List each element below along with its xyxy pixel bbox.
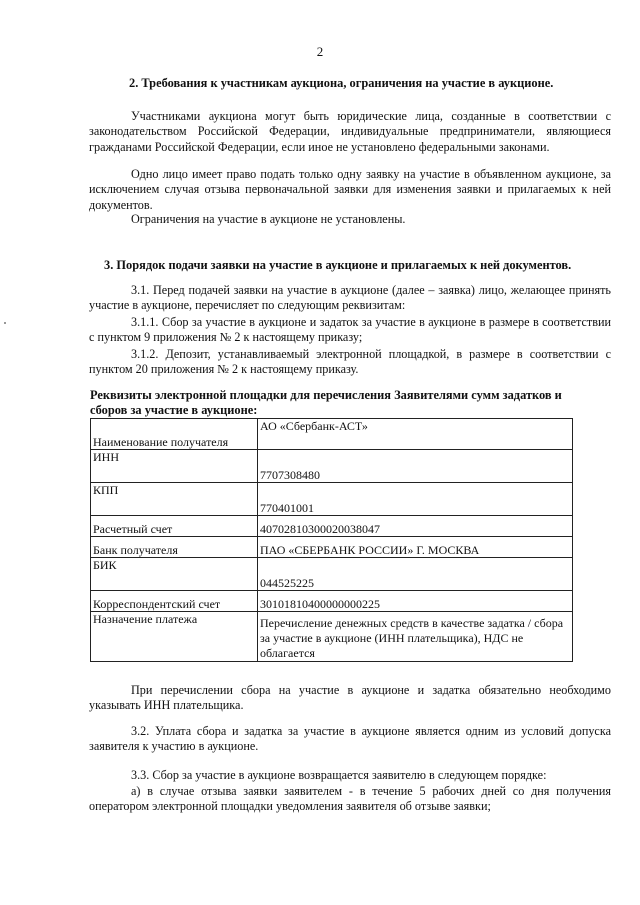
table-row-purpose [91,612,573,662]
recipient-value: АО «Сбербанк-АСТ» [258,419,573,450]
table-row-bik [91,558,573,591]
scan-speck [4,322,6,324]
page-number: 2 [316,44,324,59]
table-row-bank [91,537,573,558]
table-row-kpp [91,483,573,516]
paragraph-3-1-1: 3.1.1. Сбор за участие в аукционе и задаток за участие в аукционе в размере в соответствии с пунктом 9 приложения № 2 к настоящему приказу; [89,315,611,345]
paragraph-3-1-2: 3.1.2. Депозит, устанавливаемый электронной площадкой, в размере в соответствии с пунктом 20 приложения № 2 к настоящему приказу. [89,347,611,377]
paragraph-3-3: 3.3. Сбор за участие в аукционе возвращается заявителю в следующем порядке: [131,768,547,782]
account-value: 40702810300020038047 [258,516,573,537]
account-label: Расчетный счет [91,516,258,537]
correspondent-label: Корреспондентский счет [91,591,258,612]
table-row-inn [91,450,573,483]
purpose-label: Назначение платежа [91,612,258,662]
section-2-paragraph-restrictions: Ограничения на участие в аукционе не установлены. [131,212,406,226]
inn-value: 7707308480 [258,450,573,483]
section-3-heading: 3. Порядок подачи заявки на участие в аукционе и прилагаемых к ней документов. [104,258,572,272]
section-2-paragraph-participants: Участниками аукциона могут быть юридические лица, созданные в соответствии с законодательством Российской Федерации, индивидуальные предприниматели, являющиеся гражданами Российской Федерации, если иное не установлено федеральными законами. [89,109,611,154]
purpose-value: Перечисление денежных средств в качестве задатка / сбора за участие в аукционе (ИНН плательщика), НДС не облагается [258,612,573,662]
bank-value: ПАО «СБЕРБАНК РОССИИ» Г. МОСКВА [258,537,573,558]
section-2-heading: 2. Требования к участникам аукциона, ограничения на участие в аукционе. [129,76,554,90]
table-row-recipient [91,419,573,450]
bank-label: Банк получателя [91,537,258,558]
bik-label: БИК [91,558,258,591]
paragraph-3-3-a: а) в случае отзыва заявки заявителем - в течение 5 рабочих дней со дня получения оператором электронной площадки уведомления заявителя об отзыве заявки; [89,784,611,814]
paragraph-inn-required: При перечислении сбора на участие в аукционе и задатка обязательно необходимо указывать ИНН плательщика. [89,683,611,713]
requisites-heading: Реквизиты электронной площадки для перечисления Заявителями сумм задатков и сборов за участие в аукционе: [90,388,562,417]
bik-value: 044525225 [258,558,573,591]
bank-requisites-table [90,418,573,662]
inn-label: ИНН [91,450,258,483]
kpp-label: КПП [91,483,258,516]
correspondent-value: 30101810400000000225 [258,591,573,612]
section-2-paragraph-one-application: Одно лицо имеет право подать только одну заявку на участие в объявленном аукционе, за исключением случая отзыва первоначальной заявки для изменения заявки и прилагаемых к ней документов. [89,167,611,212]
table-row-correspondent [91,591,573,612]
recipient-label: Наименование получателя [91,419,258,450]
kpp-value: 770401001 [258,483,573,516]
paragraph-3-1: 3.1. Перед подачей заявки на участие в аукционе (далее – заявка) лицо, желающее принять участие в аукционе, перечисляет по следующим реквизитам: [89,283,611,313]
paragraph-3-2: 3.2. Уплата сбора и задатка за участие в аукционе является одним из условий допуска заявителя к участию в аукционе. [89,724,611,754]
table-row-account [91,516,573,537]
